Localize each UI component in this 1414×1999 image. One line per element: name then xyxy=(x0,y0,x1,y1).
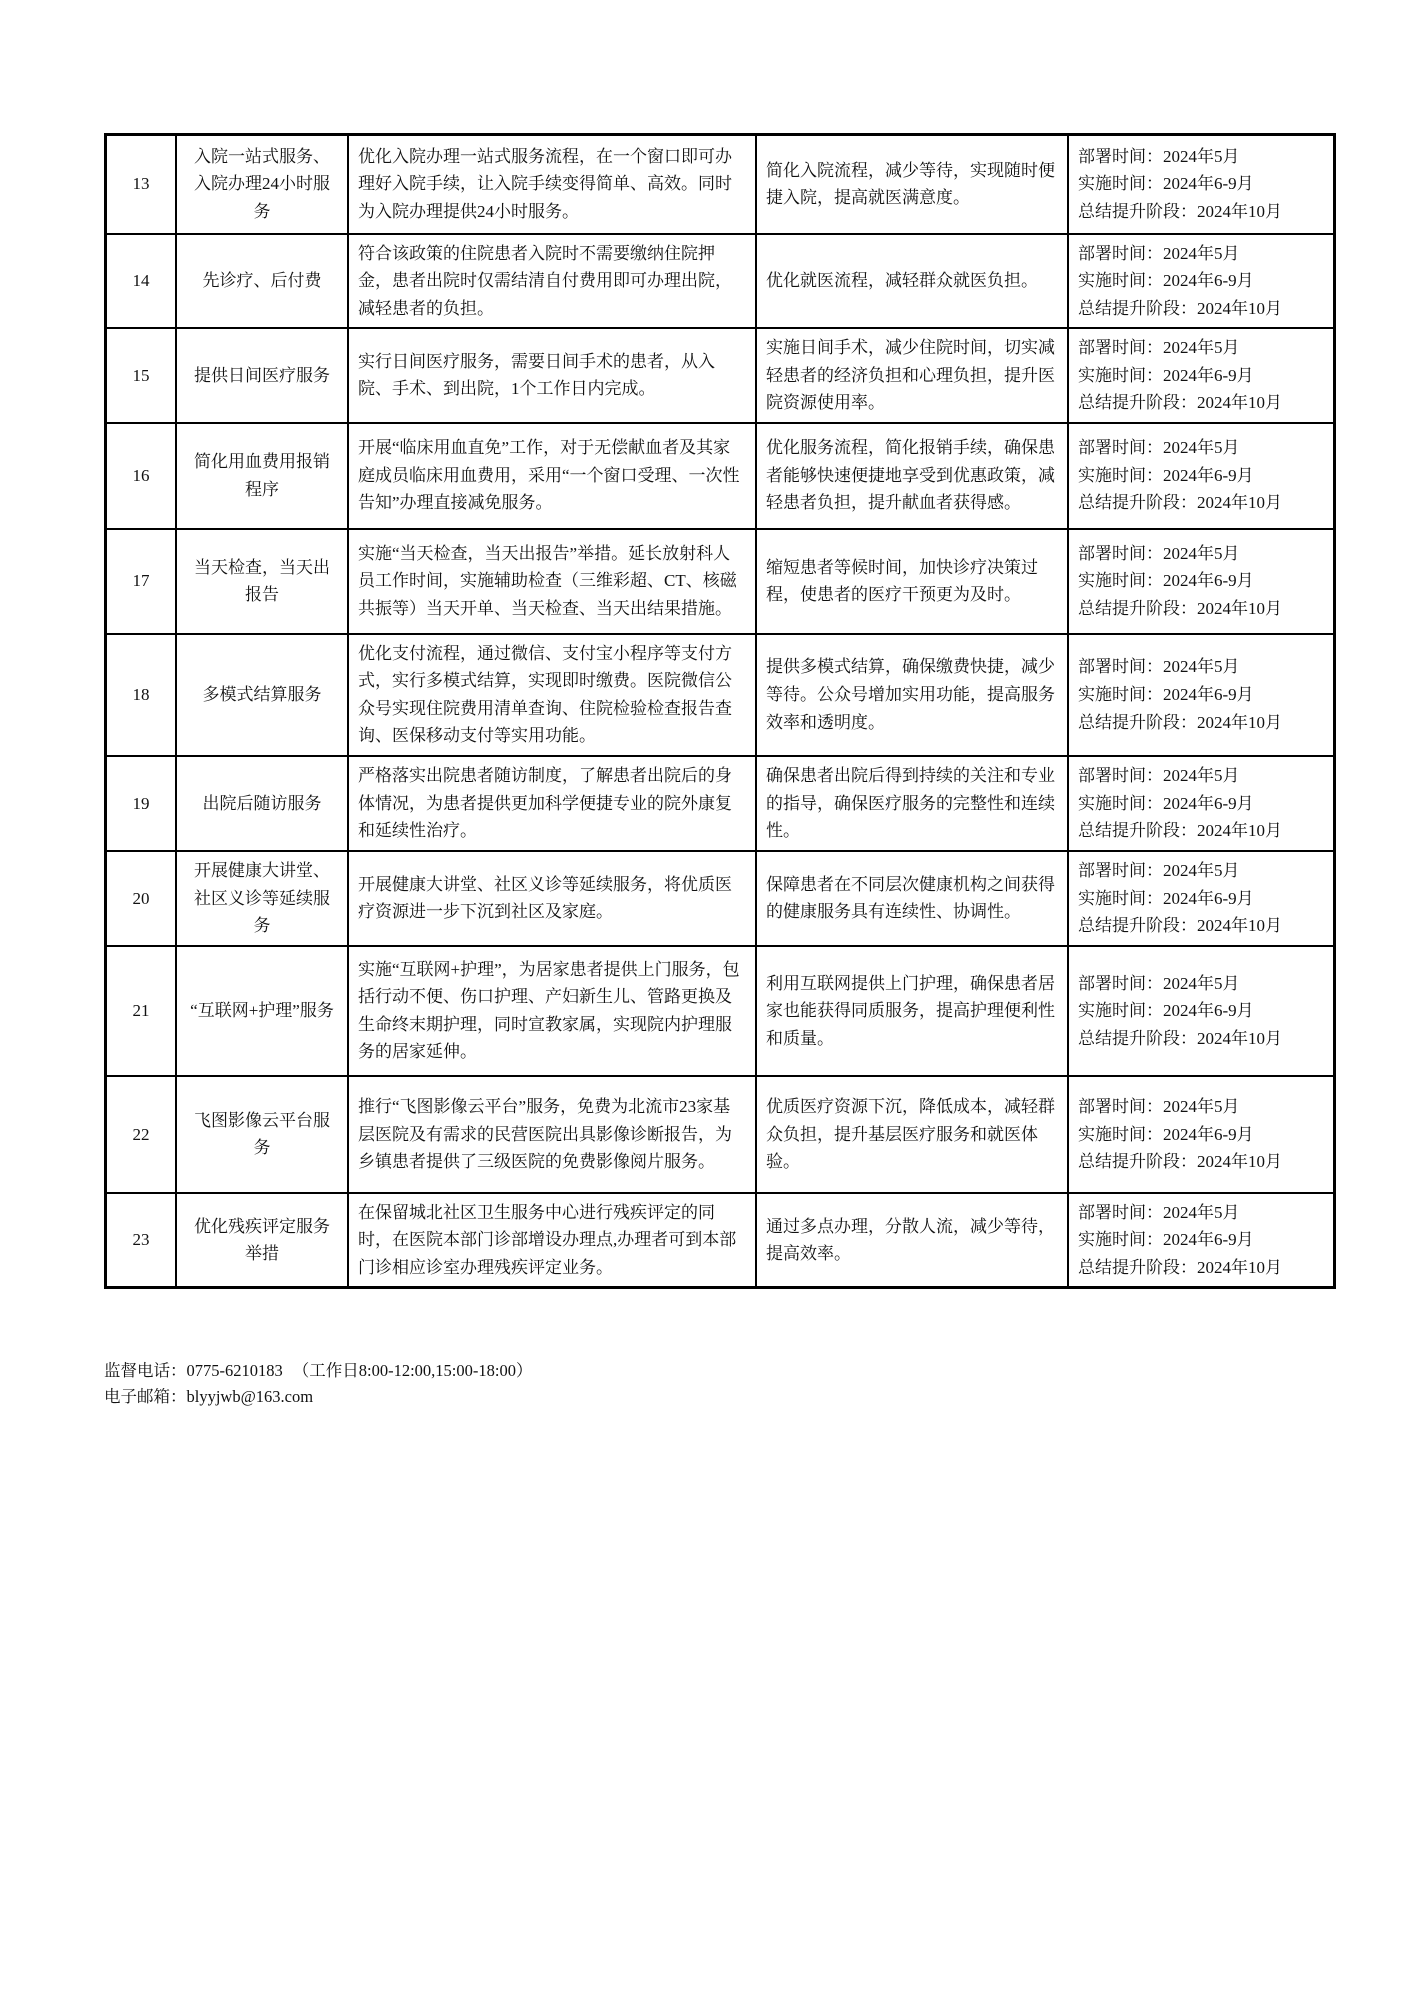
service-effect: 缩短患者等候时间，加快诊疗决策过程，使患者的医疗干预更为及时。 xyxy=(756,529,1068,634)
service-schedule xyxy=(1068,423,1335,529)
deploy-time: 部署时间：2024年5月 xyxy=(1078,243,1240,263)
service-name: 先诊疗、后付费 xyxy=(176,234,348,329)
summary-phase: 总结提升阶段：2024年10月 xyxy=(1078,1028,1282,1048)
service-schedule xyxy=(1068,851,1335,946)
row-number: 19 xyxy=(106,756,177,851)
row-number: 20 xyxy=(106,851,177,946)
service-name: 简化用血费用报销程序 xyxy=(176,423,348,529)
row-number: 23 xyxy=(106,1193,177,1288)
summary-phase: 总结提升阶段：2024年10月 xyxy=(1078,298,1282,318)
deploy-time: 部署时间：2024年5月 xyxy=(1078,861,1240,881)
row-number: 15 xyxy=(106,328,177,423)
email-line xyxy=(104,1384,532,1410)
service-schedule xyxy=(1068,234,1335,329)
summary-phase: 总结提升阶段：2024年10月 xyxy=(1078,493,1282,513)
implement-time: 实施时间：2024年6-9月 xyxy=(1078,174,1254,194)
summary-phase: 总结提升阶段：2024年10月 xyxy=(1078,821,1282,841)
implement-time: 实施时间：2024年6-9月 xyxy=(1078,793,1254,813)
deploy-time: 部署时间：2024年5月 xyxy=(1078,146,1240,166)
summary-phase: 总结提升阶段：2024年10月 xyxy=(1078,1152,1282,1172)
row-number: 16 xyxy=(106,423,177,529)
service-effect: 利用互联网提供上门护理，确保患者居家也能获得同质服务，提高护理便利性和质量。 xyxy=(756,946,1068,1076)
service-measure: 符合该政策的住院患者入院时不需要缴纳住院押金，患者出院时仅需结清自付费用即可办理出院，减轻患者的负担。 xyxy=(348,234,756,329)
implement-time: 实施时间：2024年6-9月 xyxy=(1078,365,1254,385)
supervision-phone-label: 监督电话： xyxy=(104,1361,187,1380)
table-row xyxy=(106,1076,1335,1193)
implement-time: 实施时间：2024年6-9月 xyxy=(1078,888,1254,908)
email-address: blyyjwb@163.com xyxy=(186,1386,314,1406)
summary-phase: 总结提升阶段：2024年10月 xyxy=(1078,598,1282,618)
service-measure: 实行日间医疗服务，需要日间手术的患者，从入院、手术、到出院，1个工作日内完成。 xyxy=(348,328,756,423)
summary-phase: 总结提升阶段：2024年10月 xyxy=(1078,1257,1282,1277)
row-number: 21 xyxy=(106,946,177,1076)
service-measure: 优化入院办理一站式服务流程，在一个窗口即可办理好入院手续，让入院手续变得简单、高效。同时为入院办理提供24小时服务。 xyxy=(348,135,756,234)
service-schedule xyxy=(1068,1193,1335,1288)
service-schedule xyxy=(1068,756,1335,851)
row-number: 18 xyxy=(106,634,177,756)
service-name: “互联网+护理”服务 xyxy=(176,946,348,1076)
summary-phase: 总结提升阶段：2024年10月 xyxy=(1078,916,1282,936)
email-label: 电子邮箱： xyxy=(104,1386,187,1406)
service-name: 出院后随访服务 xyxy=(176,756,348,851)
service-name: 多模式结算服务 xyxy=(176,634,348,756)
deploy-time: 部署时间：2024年5月 xyxy=(1078,438,1240,458)
service-name: 飞图影像云平台服务 xyxy=(176,1076,348,1193)
deploy-time: 部署时间：2024年5月 xyxy=(1078,973,1240,993)
service-name: 优化残疾评定服务举措 xyxy=(176,1193,348,1288)
deploy-time: 部署时间：2024年5月 xyxy=(1078,766,1240,786)
service-name: 入院一站式服务、入院办理24小时服务 xyxy=(176,135,348,234)
service-measure: 在保留城北社区卫生服务中心进行残疾评定的同时，在医院本部门诊部增设办理点,办理者可到本部门诊相应诊室办理残疾评定业务。 xyxy=(348,1193,756,1288)
supervision-phone-hours: （工作日8:00-12:00,15:00-18:00） xyxy=(292,1361,533,1380)
table-row xyxy=(106,423,1335,529)
service-measure: 实施“当天检查，当天出报告”举措。延长放射科人员工作时间，实施辅助检查（三维彩超、CT、核磁共振等）当天开单、当天检查、当天出结果措施。 xyxy=(348,529,756,634)
service-measure: 优化支付流程，通过微信、支付宝小程序等支付方式，实行多模式结算，实现即时缴费。医院微信公众号实现住院费用清单查询、住院检验检查报告查询、医保移动支付等实用功能。 xyxy=(348,634,756,756)
service-effect: 保障患者在不同层次健康机构之间获得的健康服务具有连续性、协调性。 xyxy=(756,851,1068,946)
service-schedule xyxy=(1068,634,1335,756)
summary-phase: 总结提升阶段：2024年10月 xyxy=(1078,712,1282,732)
deploy-time: 部署时间：2024年5月 xyxy=(1078,1202,1240,1222)
table-row xyxy=(106,946,1335,1076)
table-row xyxy=(106,1193,1335,1288)
table-row xyxy=(106,634,1335,756)
service-name: 当天检查，当天出报告 xyxy=(176,529,348,634)
service-measure: 开展“临床用血直免”工作，对于无偿献血者及其家庭成员临床用血费用，采用“一个窗口受理、一次性告知”办理直接减免服务。 xyxy=(348,423,756,529)
service-effect: 通过多点办理，分散人流，减少等待，提高效率。 xyxy=(756,1193,1068,1288)
service-effect: 实施日间手术，减少住院时间，切实减轻患者的经济负担和心理负担，提升医院资源使用率。 xyxy=(756,328,1068,423)
implement-time: 实施时间：2024年6-9月 xyxy=(1078,465,1254,485)
table-row xyxy=(106,529,1335,634)
deploy-time: 部署时间：2024年5月 xyxy=(1078,657,1240,677)
service-effect: 优质医疗资源下沉，降低成本，减轻群众负担，提升基层医疗服务和就医体验。 xyxy=(756,1076,1068,1193)
row-number: 13 xyxy=(106,135,177,234)
table-row xyxy=(106,234,1335,329)
table-row xyxy=(106,328,1335,423)
service-measure: 实施“互联网+护理”，为居家患者提供上门服务，包括行动不便、伤口护理、产妇新生儿、管路更换及生命终末期护理，同时宣教家属，实现院内护理服务的居家延伸。 xyxy=(348,946,756,1076)
implement-time: 实施时间：2024年6-9月 xyxy=(1078,571,1254,591)
page-footer xyxy=(104,1358,532,1409)
service-effect: 提供多模式结算，确保缴费快捷，减少等待。公众号增加实用功能，提高服务效率和透明度。 xyxy=(756,634,1068,756)
supervision-phone-line xyxy=(104,1358,532,1384)
table-row xyxy=(106,135,1335,234)
service-schedule xyxy=(1068,1076,1335,1193)
table-row xyxy=(106,851,1335,946)
service-measure: 严格落实出院患者随访制度，了解患者出院后的身体情况，为患者提供更加科学便捷专业的院外康复和延续性治疗。 xyxy=(348,756,756,851)
service-effect: 简化入院流程，减少等待，实现随时便捷入院，提高就医满意度。 xyxy=(756,135,1068,234)
service-schedule xyxy=(1068,135,1335,234)
implement-time: 实施时间：2024年6-9月 xyxy=(1078,1230,1254,1250)
implement-time: 实施时间：2024年6-9月 xyxy=(1078,1124,1254,1144)
deploy-time: 部署时间：2024年5月 xyxy=(1078,338,1240,358)
service-name: 开展健康大讲堂、社区义诊等延续服务 xyxy=(176,851,348,946)
service-measure: 开展健康大讲堂、社区义诊等延续服务，将优质医疗资源进一步下沉到社区及家庭。 xyxy=(348,851,756,946)
table-row xyxy=(106,756,1335,851)
deploy-time: 部署时间：2024年5月 xyxy=(1078,1097,1240,1117)
row-number: 17 xyxy=(106,529,177,634)
row-number: 14 xyxy=(106,234,177,329)
service-schedule xyxy=(1068,946,1335,1076)
service-effect: 确保患者出院后得到持续的关注和专业的指导，确保医疗服务的完整性和连续性。 xyxy=(756,756,1068,851)
service-schedule xyxy=(1068,328,1335,423)
service-effect: 优化服务流程，简化报销手续，确保患者能够快速便捷地享受到优惠政策，减轻患者负担，提升献血者获得感。 xyxy=(756,423,1068,529)
service-name: 提供日间医疗服务 xyxy=(176,328,348,423)
service-measures-table xyxy=(104,133,1336,1289)
deploy-time: 部署时间：2024年5月 xyxy=(1078,543,1240,563)
summary-phase: 总结提升阶段：2024年10月 xyxy=(1078,202,1282,222)
service-schedule xyxy=(1068,529,1335,634)
service-effect: 优化就医流程，减轻群众就医负担。 xyxy=(756,234,1068,329)
implement-time: 实施时间：2024年6-9月 xyxy=(1078,271,1254,291)
supervision-phone-number: 0775-6210183 xyxy=(186,1361,283,1380)
service-measure: 推行“飞图影像云平台”服务，免费为北流市23家基层医院及有需求的民营医院出具影像诊断报告，为乡镇患者提供了三级医院的免费影像阅片服务。 xyxy=(348,1076,756,1193)
implement-time: 实施时间：2024年6-9月 xyxy=(1078,684,1254,704)
summary-phase: 总结提升阶段：2024年10月 xyxy=(1078,393,1282,413)
implement-time: 实施时间：2024年6-9月 xyxy=(1078,1001,1254,1021)
row-number: 22 xyxy=(106,1076,177,1193)
